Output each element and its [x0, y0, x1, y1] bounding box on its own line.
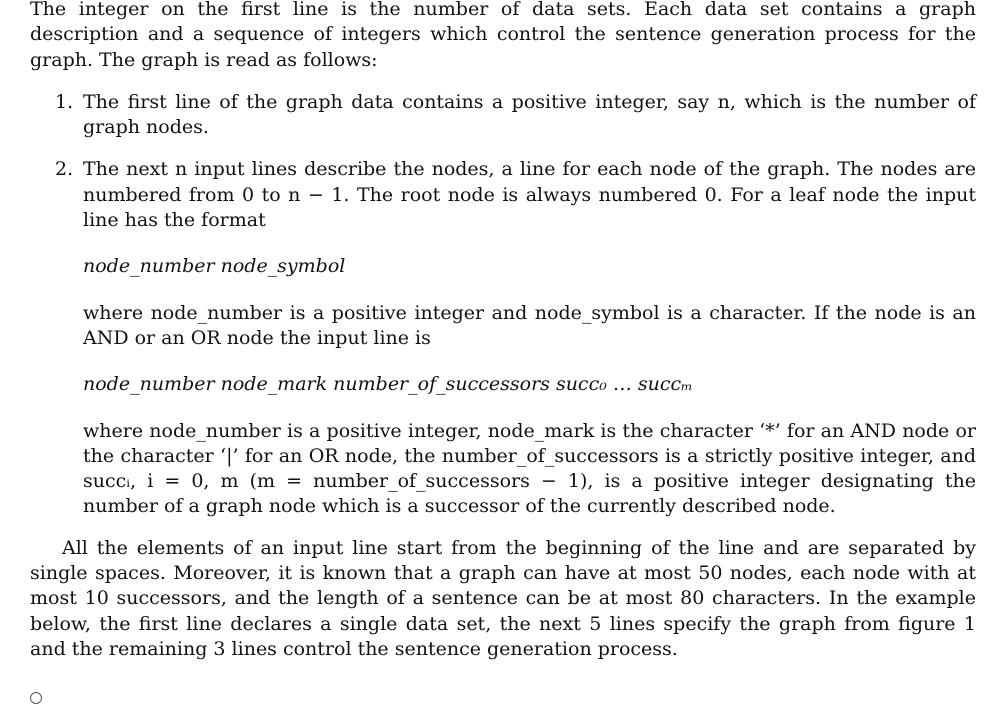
list-item-1 [30, 90, 976, 141]
cut-off-glyph [30, 692, 42, 704]
inner-node-explanation: where node_number is a positive integer, node_mark is the character ‘*’ for an AND node or the character ‘|’ for an OR node, the number_of_successors is a strictly positive integer, and succᵢ, i = 0, m (m = number_of_successors − 1), is a positive integer designating the number of a graph node which is a successor of the currently described node. [83, 419, 976, 518]
leaf-node-explanation: where node_number is a positive integer and node_symbol is a character. If the node is an AND or an OR node the input line is [83, 301, 976, 349]
inner-node-format: node_number node_mark number_of_successors succ₀ … succₘ [83, 373, 693, 396]
list-number-1: 1. [55, 90, 74, 113]
leaf-node-format: node_number node_symbol [83, 255, 346, 278]
list-item-2-text: The next n input lines describe the nodes, a line for each node of the graph. The nodes are numbered from 0 to n − 1. The root node is always numbered 0. For a leaf node the input line has the format [83, 158, 976, 232]
list-item-1-text: The first line of the graph data contains a positive integer, say n, which is the number of graph nodes. [83, 90, 976, 139]
list-item-2 [30, 157, 976, 519]
intro-paragraph: The integer on the first line is the number of data sets. Each data set contains a graph description and a sequence of integers which control the sentence generation process for the graph. The graph is read as follows: [30, 0, 976, 71]
document-body [30, 0, 976, 662]
graph-format-list [30, 90, 976, 520]
list-number-2: 2. [55, 158, 74, 181]
final-paragraph: All the elements of an input line start from the beginning of the line and are separated by single spaces. Moreover, it is known that a graph can have at most 50 nodes, each node with at most 10 successors, and the length of a sentence can be at most 80 characters. In the example below, the first line declares a single data set, the next 5 lines specify the graph from figure 1 and the remaining 3 lines control the sentence generation process. [30, 536, 976, 660]
